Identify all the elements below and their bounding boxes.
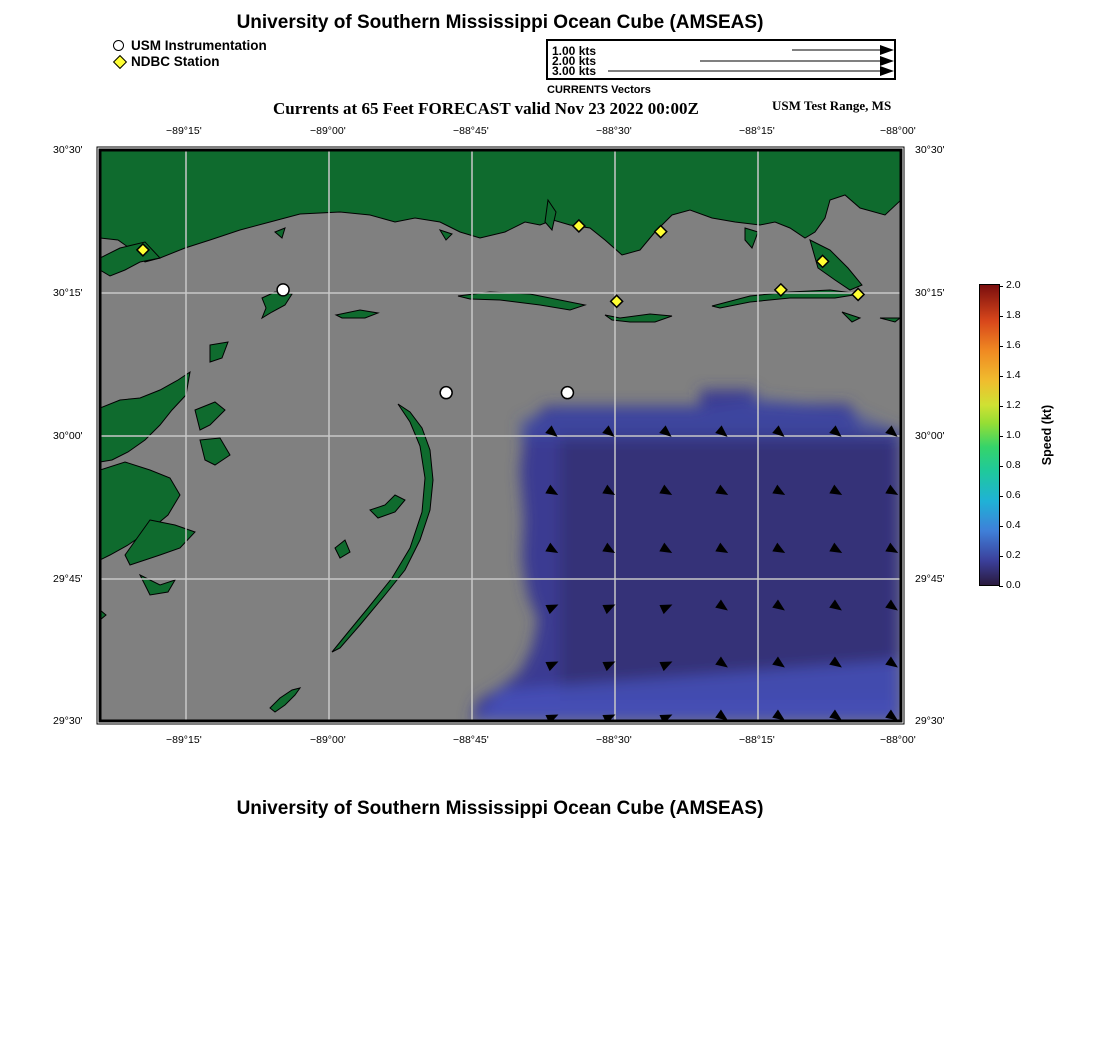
vector-scale-arrows xyxy=(548,41,894,78)
usm-instrument-marker-2[interactable] xyxy=(561,387,573,399)
colorbar-tick-8 xyxy=(999,526,1003,527)
colorbar-tick-0 xyxy=(999,286,1003,287)
colorbar-label-2: 1.6 xyxy=(1006,339,1021,351)
colorbar-label-3: 1.4 xyxy=(1006,369,1021,381)
current-speed-field xyxy=(470,390,901,721)
lat-tick-right-2: 30°15' xyxy=(915,287,945,299)
colorbar-label-9: 0.2 xyxy=(1006,549,1021,561)
lat-tick-right-5: 29°30' xyxy=(915,715,945,727)
legend-ndbc-label: NDBC Station xyxy=(131,54,220,69)
lon-tick-bottom-6: −88°00' xyxy=(880,734,916,746)
lon-tick-top-2: −89°00' xyxy=(310,125,346,137)
colorbar-tick-6 xyxy=(999,466,1003,467)
lat-tick-left-3: 30°00' xyxy=(53,430,83,442)
vector-label-1: 1.00 kts xyxy=(552,44,597,58)
speed-colorbar xyxy=(979,284,1000,586)
legend-ndbc-row xyxy=(113,54,267,70)
footer-title: University of Southern Mississippi Ocean Cube (AMSEAS) xyxy=(236,798,764,819)
map-title: University of Southern Mississippi Ocean Cube (AMSEAS) xyxy=(236,12,764,33)
lon-tick-bottom-3: −88°45' xyxy=(453,734,489,746)
lat-tick-left-5: 29°30' xyxy=(53,715,83,727)
colorbar-tick-3 xyxy=(999,376,1003,377)
lon-tick-bottom-2: −89°00' xyxy=(310,734,346,746)
usm-instrument-marker-1[interactable] xyxy=(440,387,452,399)
lon-tick-top-3: −88°45' xyxy=(453,125,489,137)
colorbar-tick-7 xyxy=(999,496,1003,497)
lon-tick-top-6: −88°00' xyxy=(880,125,916,137)
vector-scale-box xyxy=(546,39,896,80)
colorbar-tick-9 xyxy=(999,556,1003,557)
colorbar-title: Speed (kt) xyxy=(1040,404,1055,466)
vector-caption: CURRENTS Vectors xyxy=(547,84,651,96)
legend-usm-label: USM Instrumentation xyxy=(131,38,267,53)
colorbar-label-4: 1.2 xyxy=(1006,399,1021,411)
colorbar-label-8: 0.4 xyxy=(1006,519,1021,531)
lat-tick-right-1: 30°30' xyxy=(915,144,945,156)
lat-tick-left-4: 29°45' xyxy=(53,573,83,585)
colorbar-tick-4 xyxy=(999,406,1003,407)
vector-label-2: 2.00 kts xyxy=(552,54,597,68)
usm-instrument-icon xyxy=(113,40,124,51)
colorbar-label-10: 0.0 xyxy=(1006,579,1021,591)
lon-tick-top-5: −88°15' xyxy=(739,125,775,137)
lon-tick-top-4: −88°30' xyxy=(596,125,632,137)
range-label: USM Test Range, MS xyxy=(772,98,892,113)
colorbar-label-0: 2.0 xyxy=(1006,279,1021,291)
colorbar-tick-5 xyxy=(999,436,1003,437)
colorbar-tick-2 xyxy=(999,346,1003,347)
colorbar-tick-10 xyxy=(999,586,1003,587)
vector-arrow-2 xyxy=(700,56,894,66)
vector-arrow-1 xyxy=(792,45,894,55)
usm-instrument-marker-0[interactable] xyxy=(277,284,289,296)
map-subtitle: Currents at 65 Feet FORECAST valid Nov 23 2022 00:00Z xyxy=(273,99,699,118)
vector-label-3: 3.00 kts xyxy=(552,64,597,78)
legend-usm-row xyxy=(113,38,267,54)
lat-tick-left-2: 30°15' xyxy=(53,287,83,299)
colorbar-label-7: 0.6 xyxy=(1006,489,1021,501)
lat-tick-right-4: 29°45' xyxy=(915,573,945,585)
symbol-legend xyxy=(113,38,267,70)
map-canvas xyxy=(96,146,906,726)
lat-tick-left-1: 30°30' xyxy=(53,144,83,156)
lon-tick-bottom-1: −89°15' xyxy=(166,734,202,746)
lat-tick-right-3: 30°00' xyxy=(915,430,945,442)
lon-tick-bottom-4: −88°30' xyxy=(596,734,632,746)
colorbar-label-1: 1.8 xyxy=(1006,309,1021,321)
colorbar-label-6: 0.8 xyxy=(1006,459,1021,471)
colorbar-tick-1 xyxy=(999,316,1003,317)
vector-arrow-3 xyxy=(608,66,894,76)
lon-tick-bottom-5: −88°15' xyxy=(739,734,775,746)
ndbc-station-icon xyxy=(113,55,127,69)
colorbar-label-5: 1.0 xyxy=(1006,429,1021,441)
lon-tick-top-1: −89°15' xyxy=(166,125,202,137)
